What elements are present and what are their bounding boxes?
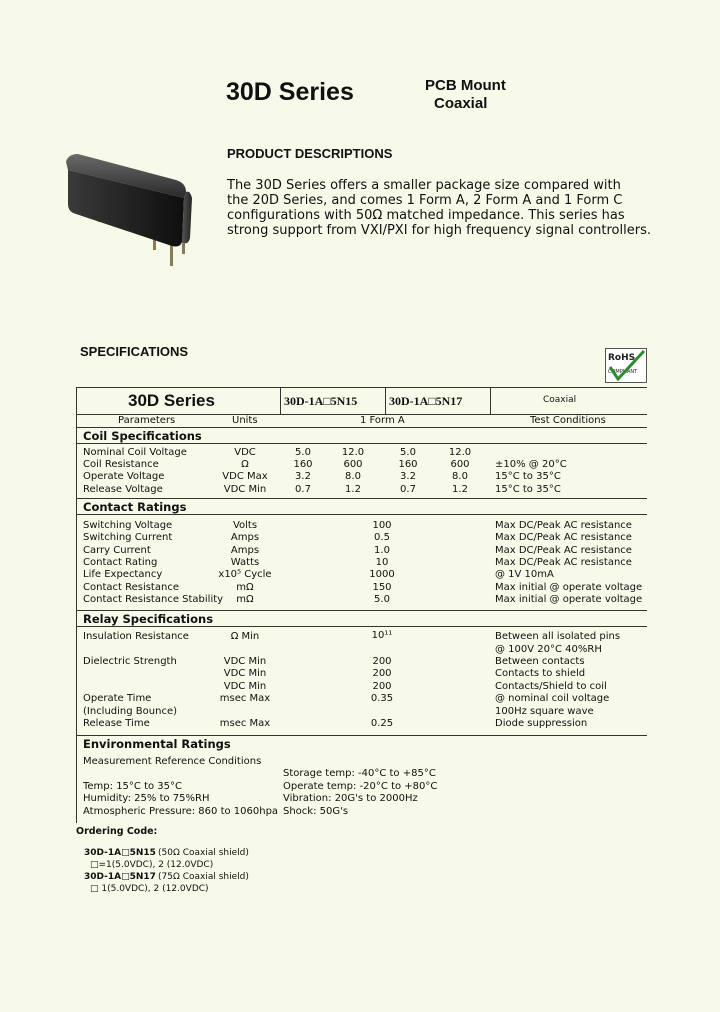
description-line: strong support from VXI/PXI for high frequency signal controllers. bbox=[227, 223, 651, 238]
coil-value: 8.0 bbox=[345, 471, 361, 482]
dielectric-param: Dielectric Strength bbox=[83, 656, 177, 667]
table-divider bbox=[490, 387, 491, 414]
table-divider bbox=[76, 610, 647, 611]
contact-unit: Amps bbox=[230, 545, 260, 556]
table-border-top bbox=[76, 387, 647, 388]
coil-unit: Ω bbox=[241, 459, 249, 470]
coil-value: 160 bbox=[398, 459, 418, 470]
contact-param: Switching Voltage bbox=[83, 520, 173, 531]
contact-param: Contact Resistance Stability bbox=[83, 594, 224, 605]
coil-condition: 15°C to 35°C bbox=[495, 471, 561, 482]
contact-condition: @ 1V 10mA bbox=[495, 569, 554, 580]
operate-time-condition: 100Hz square wave bbox=[495, 706, 594, 717]
coil-value: 5.0 bbox=[295, 447, 311, 458]
col-header-conditions: Test Conditions bbox=[530, 415, 606, 426]
rohs-compliant-label: COMPLIANT bbox=[608, 369, 638, 375]
table-border-left bbox=[76, 387, 77, 823]
env-right-item: Storage temp: -40°C to +85°C bbox=[283, 768, 436, 779]
insulation-value: 10¹¹ bbox=[371, 630, 393, 641]
insulation-condition: @ 100V 20°C 40%RH bbox=[495, 644, 602, 655]
operate-time-unit: msec Max bbox=[219, 693, 271, 704]
coil-value: 5.0 bbox=[400, 447, 416, 458]
contact-param: Contact Rating bbox=[83, 557, 158, 568]
table-title: 30D Series bbox=[128, 391, 215, 410]
contact-unit: mΩ bbox=[236, 594, 254, 605]
release-time-condition: Diode suppression bbox=[495, 718, 588, 729]
contact-param: Switching Current bbox=[83, 532, 173, 543]
coil-section-title: Coil Specifications bbox=[83, 429, 202, 443]
table-divider bbox=[76, 498, 647, 499]
dielectric-value: 200 bbox=[372, 668, 392, 679]
release-time-unit: msec Max bbox=[219, 718, 271, 729]
ordering-code-2-desc: (75Ω Coaxial shield) bbox=[158, 872, 249, 882]
dielectric-condition: Contacts/Shield to coil bbox=[495, 681, 607, 692]
dielectric-value: 200 bbox=[372, 656, 392, 667]
coil-value: 8.0 bbox=[452, 471, 468, 482]
release-time-value: 0.25 bbox=[370, 718, 394, 729]
col-header-form: 1 Form A bbox=[360, 415, 405, 426]
coil-value: 160 bbox=[293, 459, 313, 470]
description-line: the 20D Series, and comes 1 Form A, 2 Form A and 1 Form C bbox=[227, 193, 623, 208]
page-title: 30D Series bbox=[226, 78, 354, 106]
table-divider bbox=[76, 514, 647, 515]
contact-value: 5.0 bbox=[374, 594, 390, 605]
operate-time-condition: @ nominal coil voltage bbox=[495, 693, 610, 704]
insulation-param: Insulation Resistance bbox=[83, 631, 189, 642]
env-right-item: Shock: 50G's bbox=[283, 806, 349, 817]
env-left-item: Temp: 15°C to 35°C bbox=[83, 781, 183, 792]
specifications-heading: SPECIFICATIONS bbox=[80, 344, 189, 359]
contact-value: 1.0 bbox=[374, 545, 390, 556]
table-divider bbox=[280, 387, 281, 414]
contact-value: 10 bbox=[375, 557, 389, 568]
contact-section-title: Contact Ratings bbox=[83, 500, 187, 514]
contact-unit: mΩ bbox=[236, 582, 254, 593]
table-divider bbox=[76, 443, 647, 444]
contact-param: Contact Resistance bbox=[83, 582, 179, 593]
model-2: 30D-1A□5N17 bbox=[389, 394, 463, 408]
coil-value: 12.0 bbox=[448, 447, 472, 458]
coil-condition: 15°C to 35°C bbox=[495, 484, 561, 495]
model-1: 30D-1A□5N15 bbox=[284, 394, 358, 408]
coil-param: Nominal Coil Voltage bbox=[83, 447, 187, 458]
environmental-section-title: Environmental Ratings bbox=[83, 737, 231, 751]
coil-value: 600 bbox=[343, 459, 363, 470]
contact-param: Life Expectancy bbox=[83, 569, 163, 580]
coil-value: 600 bbox=[450, 459, 470, 470]
dielectric-unit: VDC Min bbox=[223, 656, 267, 667]
contact-condition: Max DC/Peak AC resistance bbox=[495, 532, 632, 543]
env-left-item: Atmospheric Pressure: 860 to 1060hpa bbox=[83, 806, 279, 817]
description-line: The 30D Series offers a smaller package size compared with bbox=[227, 178, 621, 193]
coil-param: Operate Voltage bbox=[83, 471, 165, 482]
description-line: configurations with 50Ω matched impedance. This series has bbox=[227, 208, 625, 223]
ordering-code-2: 30D-1A□5N17 bbox=[84, 872, 156, 882]
contact-condition: Max initial @ operate voltage bbox=[495, 582, 643, 593]
operate-time-param: Operate Time bbox=[83, 693, 152, 704]
ordering-code-2-options: □ 1(5.0VDC), 2 (12.0VDC) bbox=[90, 884, 209, 894]
insulation-unit: Ω Min bbox=[230, 631, 260, 642]
contact-condition: Max DC/Peak AC resistance bbox=[495, 520, 632, 531]
ordering-code-1-desc: (50Ω Coaxial shield) bbox=[158, 848, 249, 858]
coil-value: 1.2 bbox=[345, 484, 361, 495]
col-header-units: Units bbox=[232, 415, 258, 426]
table-divider bbox=[76, 735, 647, 736]
product-descriptions-heading: PRODUCT DESCRIPTIONS bbox=[227, 146, 393, 161]
dielectric-unit: VDC Min bbox=[223, 668, 267, 679]
table-divider bbox=[76, 626, 647, 627]
contact-unit: x10⁵ Cycle bbox=[218, 569, 272, 580]
rohs-badge bbox=[605, 348, 647, 383]
coil-unit: VDC Max bbox=[222, 471, 268, 482]
insulation-condition: Between all isolated pins bbox=[495, 631, 621, 642]
coil-value: 3.2 bbox=[400, 471, 416, 482]
dielectric-condition: Between contacts bbox=[495, 656, 585, 667]
coil-param: Release Voltage bbox=[83, 484, 163, 495]
contact-condition: Max DC/Peak AC resistance bbox=[495, 557, 632, 568]
dielectric-condition: Contacts to shield bbox=[495, 668, 586, 679]
relay-product-image bbox=[58, 150, 208, 268]
contact-value: 100 bbox=[372, 520, 392, 531]
dielectric-value: 200 bbox=[372, 681, 392, 692]
operate-time-value: 0.35 bbox=[370, 693, 394, 704]
contact-param: Carry Current bbox=[83, 545, 151, 556]
coil-param: Coil Resistance bbox=[83, 459, 159, 470]
subtitle-mount: PCB Mount bbox=[425, 77, 506, 94]
model-type: Coaxial bbox=[543, 395, 577, 405]
col-header-parameters: Parameters bbox=[118, 415, 176, 426]
contact-unit: Volts bbox=[232, 520, 258, 531]
contact-condition: Max initial @ operate voltage bbox=[495, 594, 643, 605]
release-time-param: Release Time bbox=[83, 718, 150, 729]
contact-value: 150 bbox=[372, 582, 392, 593]
env-left-item: Humidity: 25% to 75%RH bbox=[83, 793, 210, 804]
contact-value: 0.5 bbox=[374, 532, 390, 543]
ordering-code-1: 30D-1A□5N15 bbox=[84, 848, 156, 858]
coil-value: 0.7 bbox=[295, 484, 311, 495]
ordering-heading: Ordering Code: bbox=[76, 826, 158, 837]
env-right-item: Operate temp: -20°C to +80°C bbox=[283, 781, 438, 792]
coil-value: 12.0 bbox=[341, 447, 365, 458]
measurement-reference: Measurement Reference Conditions bbox=[83, 756, 262, 767]
ordering-code-1-options: □=1(5.0VDC), 2 (12.0VDC) bbox=[90, 860, 214, 870]
coil-unit: VDC bbox=[234, 447, 256, 458]
table-divider bbox=[385, 387, 386, 414]
coil-unit: VDC Min bbox=[223, 484, 267, 495]
env-right-item: Vibration: 20G's to 2000Hz bbox=[283, 793, 418, 804]
checkmark-icon bbox=[606, 349, 646, 382]
dielectric-unit: VDC Min bbox=[223, 681, 267, 692]
coil-value: 1.2 bbox=[452, 484, 468, 495]
contact-unit: Watts bbox=[230, 557, 260, 568]
coil-value: 3.2 bbox=[295, 471, 311, 482]
contact-condition: Max DC/Peak AC resistance bbox=[495, 545, 632, 556]
coil-value: 0.7 bbox=[400, 484, 416, 495]
coil-condition: ±10% @ 20°C bbox=[495, 459, 567, 470]
contact-value: 1000 bbox=[369, 569, 395, 580]
operate-time-param-note: (Including Bounce) bbox=[83, 706, 177, 717]
subtitle-type: Coaxial bbox=[434, 95, 488, 112]
contact-unit: Amps bbox=[230, 532, 260, 543]
rohs-label: RoHS bbox=[608, 353, 636, 363]
relay-section-title: Relay Specifications bbox=[83, 612, 214, 626]
